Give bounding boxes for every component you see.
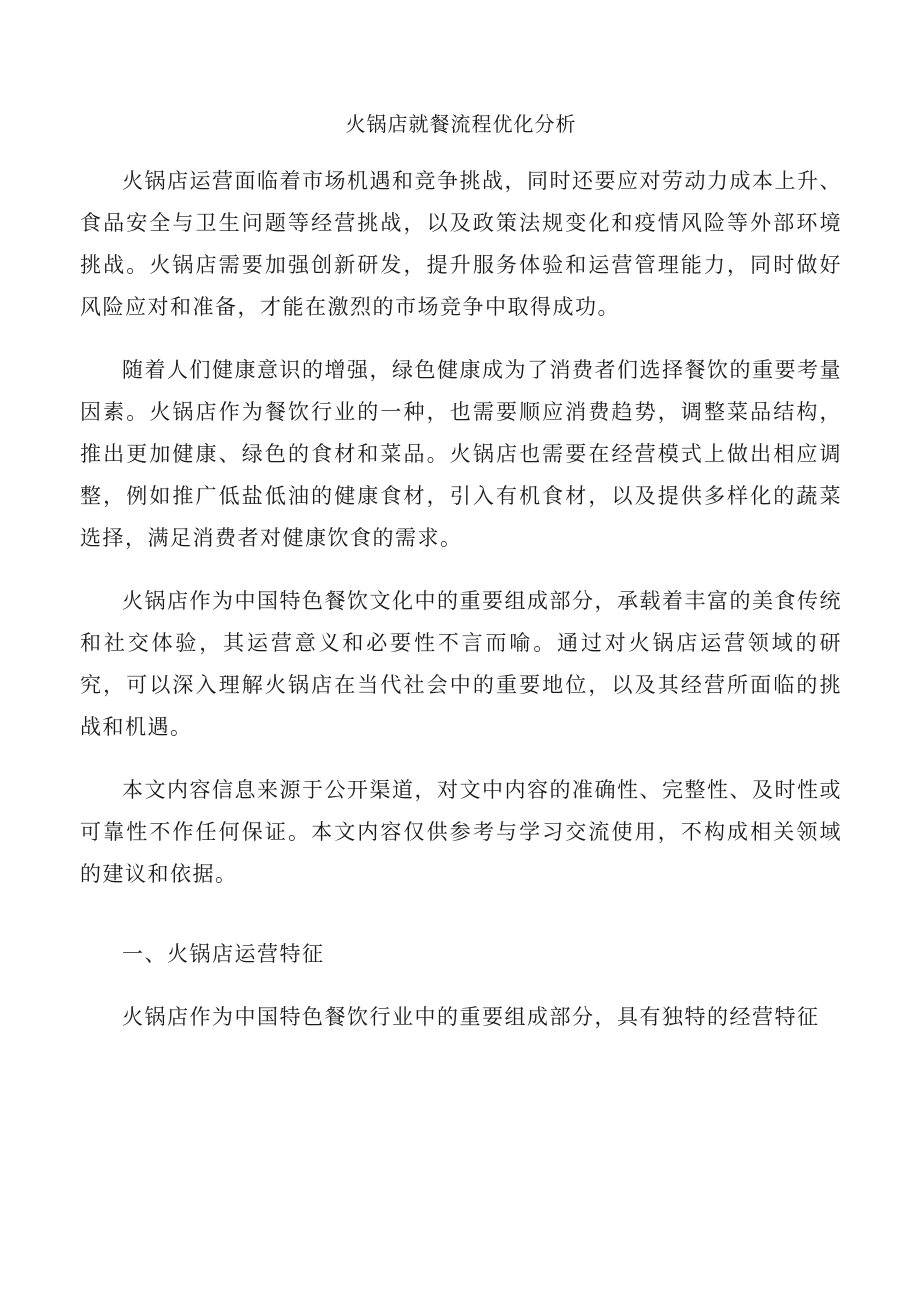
paragraph-intro: 火锅店运营面临着市场机遇和竞争挑战，同时还要应对劳动力成本上升、食品安全与卫生问题等经营挑战，以及政策法规变化和疫情风险等外部环境挑战。火锅店需要加强创新研发，提升服务体验和运营管理能力，同时做好风险应对和准备，才能在激烈的市场竞争中取得成功。 (80, 169, 842, 319)
section-paragraph: 火锅店作为中国特色餐饮行业中的重要组成部分，具有独特的经营特征 (122, 1005, 820, 1029)
paragraph-health-trend: 随着人们健康意识的增强，绿色健康成为了消费者们选择餐饮的重要考量因素。火锅店作为餐饮行业的一种，也需要顺应消费趋势，调整菜品结构，推出更加健康、绿色的食材和菜品。火锅店也需要在经营模式上做出相应调整，例如推广低盐低油的健康食材，引入有机食材，以及提供多样化的蔬菜选择，满足消费者对健康饮食的需求。 (80, 358, 842, 550)
paragraph-disclaimer: 本文内容信息来源于公开渠道，对文中内容的准确性、完整性、及时性或可靠性不作任何保证。本文内容仅供参考与学习交流使用，不构成相关领域的建议和依据。 (80, 778, 842, 886)
paragraph-significance: 火锅店作为中国特色餐饮文化中的重要组成部分，承载着丰富的美食传统和社交体验，其运营意义和必要性不言而喻。通过对火锅店运营领域的研究，可以深入理解火锅店在当代社会中的重要地位，以及其经营所面临的挑战和机遇。 (80, 589, 842, 739)
document-title: 火锅店就餐流程优化分析 (345, 112, 577, 136)
section-heading: 一、火锅店运营特征 (122, 942, 325, 966)
document-body (80, 108, 842, 1038)
